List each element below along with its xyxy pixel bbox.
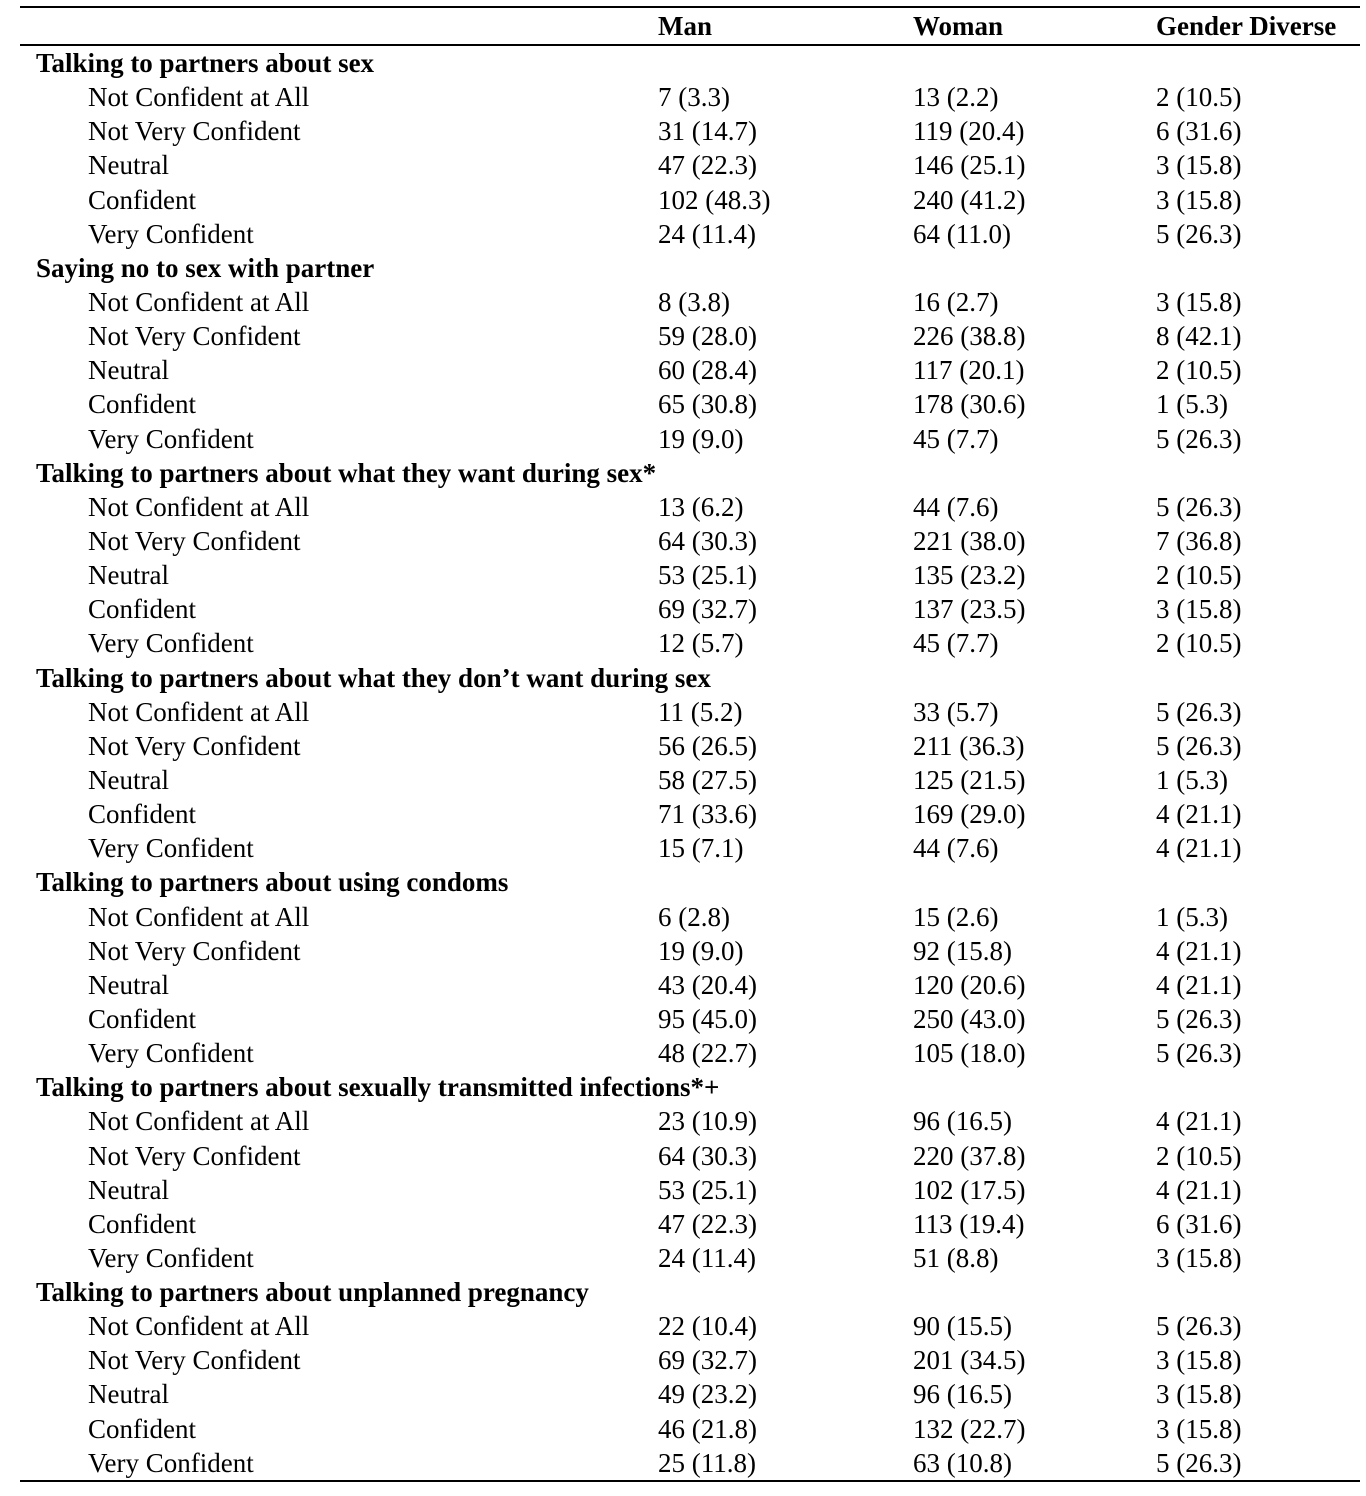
cell-gender-diverse: 2 (10.5) <box>1156 628 1242 659</box>
cell-woman: 178 (30.6) <box>913 389 1026 420</box>
cell-woman: 125 (21.5) <box>913 764 1026 795</box>
cell-man: 19 (9.0) <box>658 423 744 454</box>
cell-gender-diverse: 4 (21.1) <box>1156 1174 1242 1205</box>
row-label: Confident <box>88 799 196 830</box>
table-row <box>20 558 1360 592</box>
cell-man: 24 (11.4) <box>658 1242 756 1273</box>
cell-man: 43 (20.4) <box>658 969 757 1000</box>
table-row <box>20 285 1360 319</box>
table-row <box>20 353 1360 387</box>
section-title: Talking to partners about sexually transmitted infections*+ <box>36 1072 720 1103</box>
table-row <box>20 1412 1360 1446</box>
row-label: Very Confident <box>88 628 254 659</box>
cell-man: 6 (2.8) <box>658 901 730 932</box>
cell-man: 19 (9.0) <box>658 935 744 966</box>
section-heading-row <box>20 865 1360 899</box>
cell-gender-diverse: 5 (26.3) <box>1156 423 1242 454</box>
cell-man: 64 (30.3) <box>658 1140 757 1171</box>
cell-gender-diverse: 3 (15.8) <box>1156 1242 1242 1273</box>
table-row <box>20 695 1360 729</box>
cell-woman: 16 (2.7) <box>913 286 999 317</box>
table-row <box>20 934 1360 968</box>
section-heading-row <box>20 661 1360 695</box>
table-row <box>20 1036 1360 1070</box>
table-row <box>20 592 1360 626</box>
cell-man: 47 (22.3) <box>658 1208 757 1239</box>
cell-woman: 13 (2.2) <box>913 82 999 113</box>
cell-man: 60 (28.4) <box>658 355 757 386</box>
cell-woman: 240 (41.2) <box>913 184 1026 215</box>
cell-man: 64 (30.3) <box>658 525 757 556</box>
confidence-table <box>20 6 1360 1482</box>
section-title: Saying no to sex with partner <box>36 252 375 283</box>
row-label: Very Confident <box>88 218 254 249</box>
row-label: Not Confident at All <box>88 491 310 522</box>
table-row <box>20 1309 1360 1343</box>
cell-gender-diverse: 5 (26.3) <box>1156 1038 1242 1069</box>
table-row <box>20 1377 1360 1411</box>
cell-man: 59 (28.0) <box>658 321 757 352</box>
table-row <box>20 183 1360 217</box>
cell-man: 48 (22.7) <box>658 1038 757 1069</box>
cell-gender-diverse: 4 (21.1) <box>1156 1106 1242 1137</box>
table-row <box>20 217 1360 251</box>
section-title: Talking to partners about using condoms <box>36 867 509 898</box>
row-label: Not Very Confident <box>88 321 301 352</box>
cell-woman: 220 (37.8) <box>913 1140 1026 1171</box>
cell-man: 69 (32.7) <box>658 594 757 625</box>
row-label: Confident <box>88 1208 196 1239</box>
cell-gender-diverse: 6 (31.6) <box>1156 1208 1242 1239</box>
cell-gender-diverse: 4 (21.1) <box>1156 833 1242 864</box>
cell-gender-diverse: 4 (21.1) <box>1156 935 1242 966</box>
row-label: Confident <box>88 184 196 215</box>
cell-gender-diverse: 5 (26.3) <box>1156 730 1242 761</box>
row-label: Confident <box>88 594 196 625</box>
row-label: Not Very Confident <box>88 935 301 966</box>
table-row <box>20 1173 1360 1207</box>
row-label: Confident <box>88 389 196 420</box>
cell-man: 102 (48.3) <box>658 184 771 215</box>
row-label: Not Very Confident <box>88 525 301 556</box>
row-label: Very Confident <box>88 833 254 864</box>
cell-man: 58 (27.5) <box>658 764 757 795</box>
table-row <box>20 831 1360 865</box>
cell-gender-diverse: 5 (26.3) <box>1156 218 1242 249</box>
cell-woman: 201 (34.5) <box>913 1345 1026 1376</box>
row-label: Neutral <box>88 764 169 795</box>
section-heading-row <box>20 1275 1360 1309</box>
table-row <box>20 763 1360 797</box>
cell-woman: 33 (5.7) <box>913 696 999 727</box>
table-row <box>20 1241 1360 1275</box>
cell-woman: 146 (25.1) <box>913 150 1026 181</box>
cell-gender-diverse: 3 (15.8) <box>1156 150 1242 181</box>
cell-man: 69 (32.7) <box>658 1345 757 1376</box>
cell-man: 23 (10.9) <box>658 1106 757 1137</box>
row-label: Confident <box>88 1003 196 1034</box>
cell-gender-diverse: 4 (21.1) <box>1156 969 1242 1000</box>
row-label: Very Confident <box>88 1038 254 1069</box>
cell-woman: 132 (22.7) <box>913 1413 1026 1444</box>
table-row <box>20 1207 1360 1241</box>
cell-gender-diverse: 5 (26.3) <box>1156 696 1242 727</box>
column-header-woman: Woman <box>913 11 1004 41</box>
section-title: Talking to partners about what they don’t want during sex <box>36 662 711 693</box>
cell-woman: 137 (23.5) <box>913 594 1026 625</box>
cell-woman: 96 (16.5) <box>913 1106 1012 1137</box>
table-row <box>20 1139 1360 1173</box>
cell-woman: 102 (17.5) <box>913 1174 1026 1205</box>
table-row <box>20 319 1360 353</box>
cell-woman: 221 (38.0) <box>913 525 1026 556</box>
cell-woman: 117 (20.1) <box>913 355 1025 386</box>
cell-man: 71 (33.6) <box>658 799 757 830</box>
cell-gender-diverse: 2 (10.5) <box>1156 560 1242 591</box>
cell-gender-diverse: 5 (26.3) <box>1156 491 1242 522</box>
cell-man: 56 (26.5) <box>658 730 757 761</box>
section-heading-row <box>20 1070 1360 1104</box>
cell-man: 53 (25.1) <box>658 1174 757 1205</box>
cell-gender-diverse: 2 (10.5) <box>1156 82 1242 113</box>
cell-woman: 169 (29.0) <box>913 799 1026 830</box>
row-label: Very Confident <box>88 423 254 454</box>
table-row <box>20 148 1360 182</box>
table-row <box>20 900 1360 934</box>
row-label: Neutral <box>88 150 169 181</box>
section-title: Talking to partners about unplanned pregnancy <box>36 1277 589 1308</box>
section-title: Talking to partners about sex <box>36 48 375 78</box>
cell-man: 31 (14.7) <box>658 116 757 147</box>
row-label: Not Very Confident <box>88 730 301 761</box>
cell-gender-diverse: 7 (36.8) <box>1156 525 1242 556</box>
cell-woman: 45 (7.7) <box>913 628 999 659</box>
cell-woman: 211 (36.3) <box>913 730 1025 761</box>
cell-woman: 63 (10.8) <box>913 1447 1012 1478</box>
cell-woman: 135 (23.2) <box>913 560 1026 591</box>
cell-man: 95 (45.0) <box>658 1003 757 1034</box>
cell-man: 65 (30.8) <box>658 389 757 420</box>
table-row <box>20 729 1360 763</box>
section-heading-row <box>20 456 1360 490</box>
cell-man: 46 (21.8) <box>658 1413 757 1444</box>
cell-woman: 44 (7.6) <box>913 491 999 522</box>
cell-gender-diverse: 3 (15.8) <box>1156 1345 1242 1376</box>
table-row <box>20 1446 1360 1480</box>
row-label: Not Confident at All <box>88 82 310 113</box>
row-label: Very Confident <box>88 1447 254 1478</box>
cell-woman: 92 (15.8) <box>913 935 1012 966</box>
row-label: Not Very Confident <box>88 1345 301 1376</box>
table-row <box>20 114 1360 148</box>
cell-woman: 113 (19.4) <box>913 1208 1025 1239</box>
cell-man: 49 (23.2) <box>658 1379 757 1410</box>
row-label: Not Confident at All <box>88 1106 310 1137</box>
cell-woman: 226 (38.8) <box>913 321 1026 352</box>
table-row <box>20 80 1360 114</box>
column-header-gender-diverse: Gender Diverse <box>1156 11 1337 41</box>
table-row <box>20 490 1360 524</box>
row-label: Confident <box>88 1413 196 1444</box>
cell-man: 47 (22.3) <box>658 150 757 181</box>
row-label: Neutral <box>88 1379 169 1410</box>
row-label: Neutral <box>88 969 169 1000</box>
table-row <box>20 626 1360 660</box>
cell-gender-diverse: 2 (10.5) <box>1156 355 1242 386</box>
cell-gender-diverse: 8 (42.1) <box>1156 321 1242 352</box>
cell-gender-diverse: 4 (21.1) <box>1156 799 1242 830</box>
cell-man: 15 (7.1) <box>658 833 744 864</box>
cell-gender-diverse: 5 (26.3) <box>1156 1003 1242 1034</box>
table-row <box>20 968 1360 1002</box>
row-label: Not Confident at All <box>88 1311 310 1342</box>
table-row <box>20 524 1360 558</box>
cell-gender-diverse: 3 (15.8) <box>1156 594 1242 625</box>
cell-man: 11 (5.2) <box>658 696 743 727</box>
table-row <box>20 387 1360 421</box>
cell-gender-diverse: 5 (26.3) <box>1156 1447 1242 1478</box>
cell-gender-diverse: 3 (15.8) <box>1156 1379 1242 1410</box>
column-header-man: Man <box>658 11 712 41</box>
cell-woman: 250 (43.0) <box>913 1003 1026 1034</box>
cell-woman: 51 (8.8) <box>913 1242 999 1273</box>
section-title: Talking to partners about what they want during sex* <box>36 457 657 488</box>
row-label: Very Confident <box>88 1242 254 1273</box>
cell-man: 53 (25.1) <box>658 560 757 591</box>
cell-woman: 44 (7.6) <box>913 833 999 864</box>
cell-woman: 119 (20.4) <box>913 116 1025 147</box>
cell-man: 24 (11.4) <box>658 218 756 249</box>
table-row <box>20 797 1360 831</box>
section-heading-row <box>20 46 1360 80</box>
table-row <box>20 1104 1360 1138</box>
table-body <box>20 46 1360 1480</box>
cell-woman: 90 (15.5) <box>913 1311 1012 1342</box>
table-header-row <box>20 8 1360 46</box>
cell-man: 13 (6.2) <box>658 491 744 522</box>
cell-man: 25 (11.8) <box>658 1447 756 1478</box>
cell-man: 7 (3.3) <box>658 82 730 113</box>
cell-woman: 105 (18.0) <box>913 1038 1026 1069</box>
row-label: Not Confident at All <box>88 696 310 727</box>
cell-woman: 64 (11.0) <box>913 218 1011 249</box>
cell-man: 22 (10.4) <box>658 1311 757 1342</box>
table-row <box>20 422 1360 456</box>
cell-woman: 45 (7.7) <box>913 423 999 454</box>
row-label: Neutral <box>88 1174 169 1205</box>
cell-gender-diverse: 1 (5.3) <box>1156 389 1228 420</box>
cell-gender-diverse: 3 (15.8) <box>1156 1413 1242 1444</box>
cell-gender-diverse: 3 (15.8) <box>1156 286 1242 317</box>
cell-man: 12 (5.7) <box>658 628 744 659</box>
cell-gender-diverse: 5 (26.3) <box>1156 1311 1242 1342</box>
table-row <box>20 1343 1360 1377</box>
row-label: Not Confident at All <box>88 901 310 932</box>
section-heading-row <box>20 251 1360 285</box>
row-label: Not Very Confident <box>88 116 301 147</box>
cell-woman: 15 (2.6) <box>913 901 999 932</box>
cell-woman: 96 (16.5) <box>913 1379 1012 1410</box>
cell-gender-diverse: 1 (5.3) <box>1156 764 1228 795</box>
cell-gender-diverse: 3 (15.8) <box>1156 184 1242 215</box>
row-label: Not Confident at All <box>88 286 310 317</box>
cell-gender-diverse: 1 (5.3) <box>1156 901 1228 932</box>
row-label: Not Very Confident <box>88 1140 301 1171</box>
row-label: Neutral <box>88 560 169 591</box>
cell-gender-diverse: 2 (10.5) <box>1156 1140 1242 1171</box>
row-label: Neutral <box>88 355 169 386</box>
table-row <box>20 1002 1360 1036</box>
cell-gender-diverse: 6 (31.6) <box>1156 116 1242 147</box>
cell-man: 8 (3.8) <box>658 286 730 317</box>
cell-woman: 120 (20.6) <box>913 969 1026 1000</box>
